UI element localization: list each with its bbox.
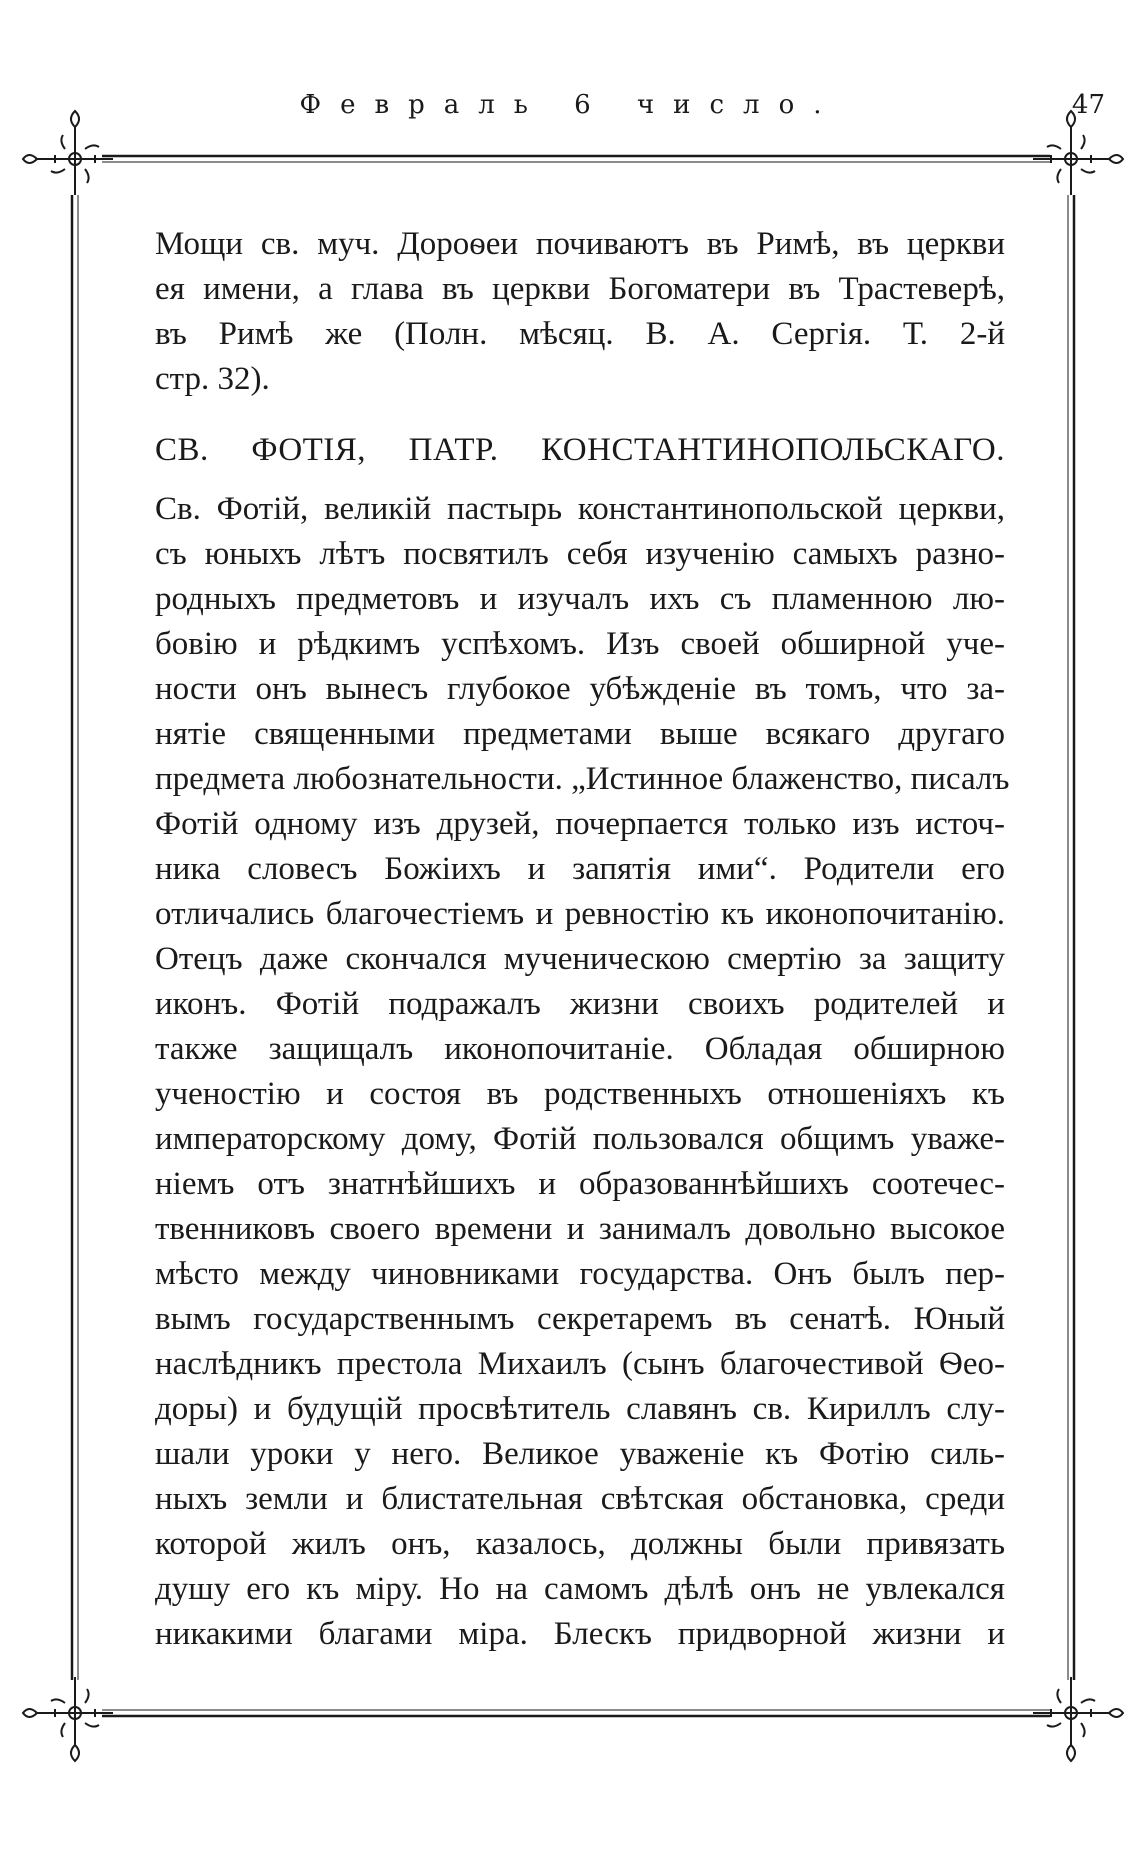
body-line: Отецъ даже скончался мученическою смертію за защиту [155,941,1005,977]
intro-line: стр. 32). [155,361,270,397]
section-heading: СВ. ФОТІЯ, ПАТР. КОНСТАНТИНОПОЛЬСКАГО. [155,432,1005,468]
page-text [155,222,1010,1657]
body-line: душу его къ міру. Но на самомъ дѣлѣ онъ не увлекался [155,1571,1005,1607]
running-title: Февраль 6 число. [299,90,841,120]
body-line: нятіе священными предметами выше всякаго другаго [155,716,1005,752]
body-line: иконъ. Фотій подражалъ жизни своихъ родителей и [155,986,1005,1022]
body-line: родныхъ предметовъ и изучалъ ихъ съ пламенною лю- [155,581,1005,617]
body-line: Фотій одному изъ друзей, почерпается только изъ источ- [155,806,1005,842]
body-line: никакими благами міра. Блескъ придворной жизни и [155,1616,1005,1652]
body-line: ученостію и состоя въ родственныхъ отношеніяхъ къ [155,1076,1005,1112]
body-line: отличались благочестіемъ и ревностію къ иконопочитанію. [155,896,1005,932]
fleuron-bottom-right-icon [1033,1677,1123,1761]
body-line: ніемъ отъ знатнѣйшихъ и образованнѣйшихъ соотечес- [155,1166,1005,1202]
body-line: Св. Фотій, великій пастырь константинопольской церкви, [155,491,1005,527]
body-line: вымъ государственнымъ секретаремъ въ сенатѣ. Юный [155,1301,1005,1337]
body-line: ника словесъ Божіихъ и запятія ими“. Родители его [155,851,1005,887]
fleuron-top-left-icon [23,111,113,195]
body-line: доры) и будущій просвѣтитель славянъ св. Кириллъ слу- [155,1391,1005,1427]
fleuron-top-right-icon [1033,111,1123,195]
body-line: бовію и рѣдкимъ успѣхомъ. Изъ своей обширной уче- [155,626,1005,662]
body-line: шали уроки у него. Великое уваженіе къ Фотію силь- [155,1436,1005,1472]
body-line: съ юныхъ лѣтъ посвятилъ себя изученію самыхъ разно- [155,536,1005,572]
body-line: ныхъ земли и блистательная свѣтская обстановка, среди [155,1481,1005,1517]
intro-line: ея имени, а глава въ церкви Богоматери въ Трастеверѣ, [155,271,1005,307]
body-line: наслѣдникъ престола Михаилъ (сынъ благочестивой Ѳео- [155,1346,1005,1382]
body-line: императорскому дому, Фотій пользовался общимъ уваже- [155,1121,1005,1157]
intro-line: въ Римѣ же (Полн. мѣсяц. В. А. Сергія. Т. 2-й [155,316,1005,352]
body-line: предмета любознательности. „Истинное блаженство, писалъ [155,761,1010,797]
intro-line: Мощи св. муч. Дороѳеи почиваютъ въ Римѣ, въ церкви [155,226,1005,262]
body-line: мѣсто между чиновниками государства. Онъ былъ пер- [155,1256,1005,1292]
fleuron-bottom-left-icon [23,1677,113,1761]
body-line: твенниковъ своего времени и занималъ довольно высокое [155,1211,1005,1247]
page-number: 47 [1071,90,1105,120]
body-line: также защищалъ иконопочитаніе. Обладая обширною [155,1031,1005,1067]
body-line: которой жилъ онъ, казалось, должны были привязать [155,1526,1005,1562]
body-line: ности онъ вынесъ глубокое убѣжденіе въ томъ, что за- [155,671,1005,707]
